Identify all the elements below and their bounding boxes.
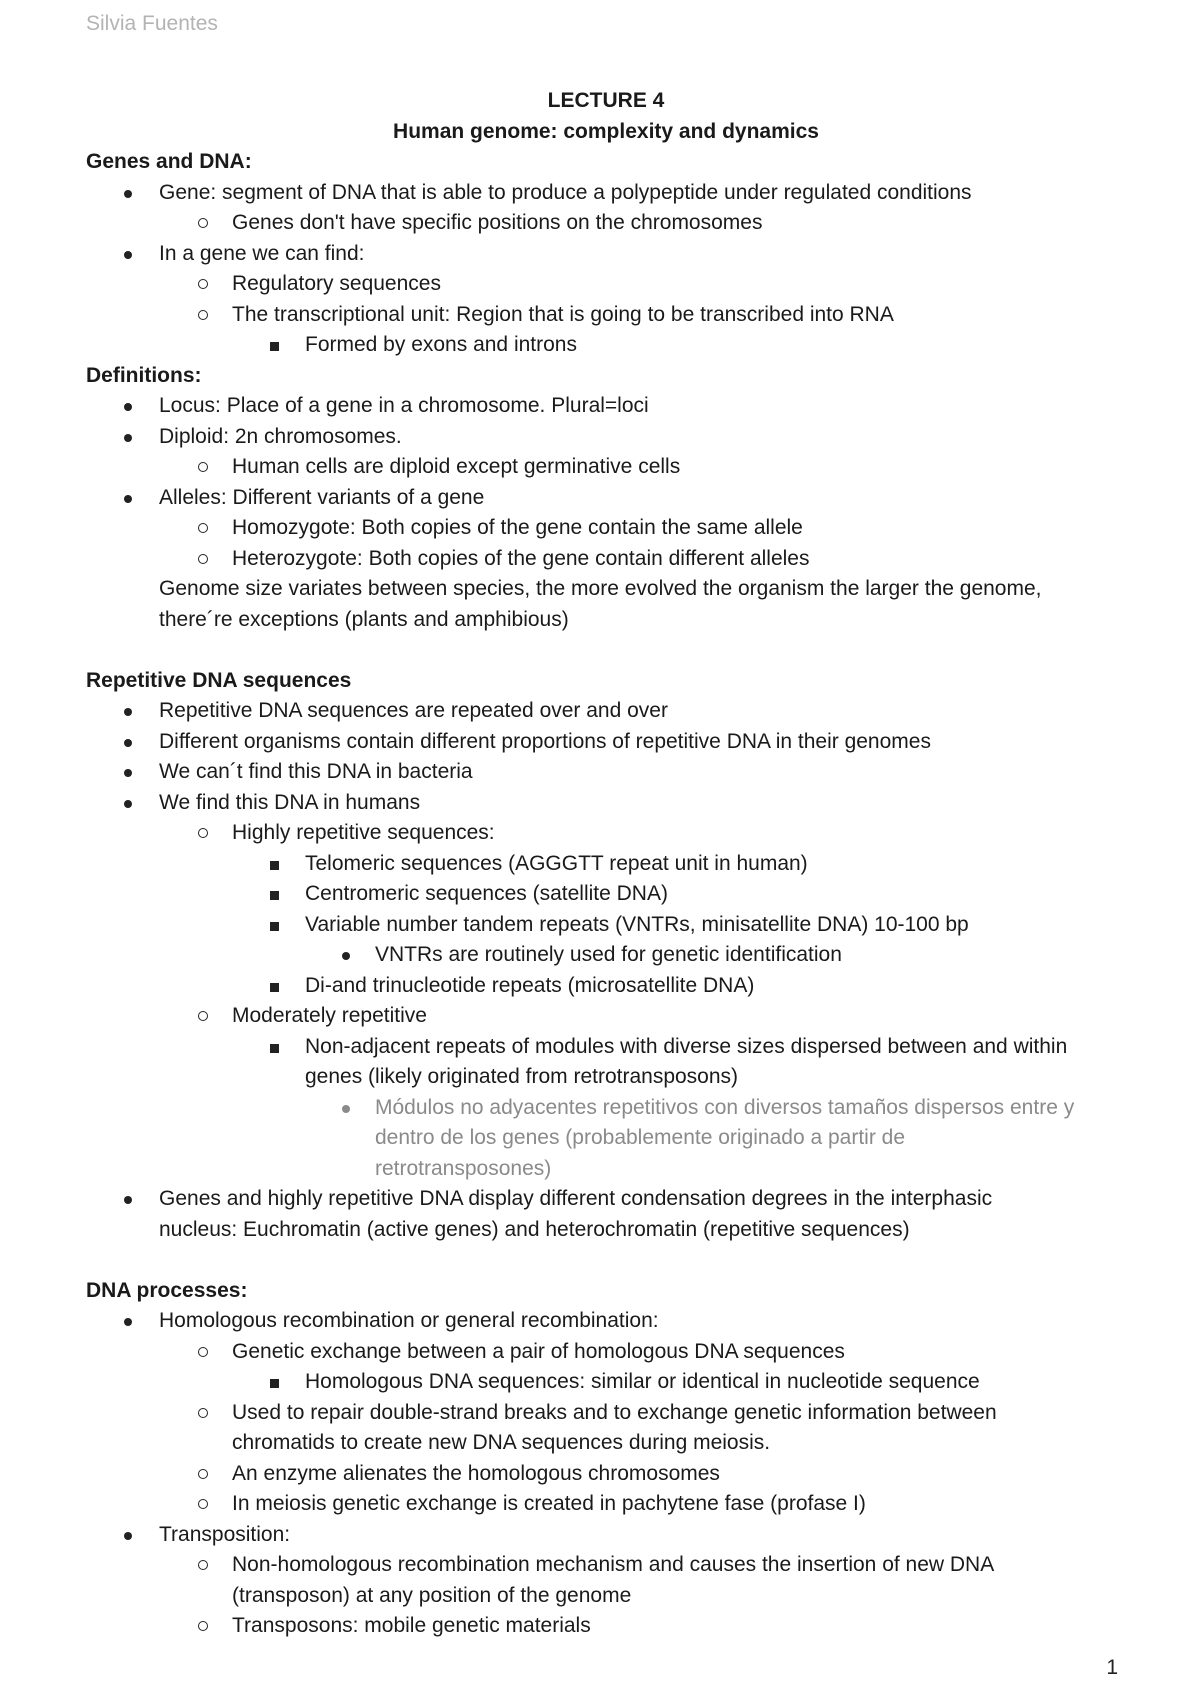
list-item: Variable number tandem repeats (VNTRs, minisatellite DNA) 10-100 bp: [86, 910, 1126, 941]
lecture-title: LECTURE 4: [547, 89, 665, 112]
list-item: Moderately repetitive: [86, 1001, 1126, 1032]
list-item: Genes don't have specific positions on the chromosomes: [86, 208, 1126, 239]
document-body: [86, 86, 1126, 1642]
list-item: Telomeric sequences (AGGGTT repeat unit in human): [86, 849, 1126, 880]
list-item: The transcriptional unit: Region that is going to be transcribed into RNA: [86, 300, 1126, 331]
section-heading-genes-dna: Genes and DNA:: [86, 150, 252, 173]
list-item-continuation: genes (likely originated from retrotransposons): [305, 1065, 739, 1088]
list-item: In a gene we can find:: [86, 239, 1126, 270]
list-item: Human cells are diploid except germinative cells: [86, 452, 1126, 483]
list-item: Repetitive DNA sequences are repeated over and over: [86, 696, 1126, 727]
list-item: Non-homologous recombination mechanism and causes the insertion of new DNA: [86, 1550, 1126, 1581]
list-item: Different organisms contain different proportions of repetitive DNA in their genomes: [86, 727, 1126, 758]
list-item: We find this DNA in humans: [86, 788, 1126, 819]
page-number: 1: [1106, 1656, 1118, 1679]
list-item: Homologous DNA sequences: similar or identical in nucleotide sequence: [86, 1367, 1126, 1398]
list-item-continuation: (transposon) at any position of the genome: [232, 1583, 632, 1607]
list-item: Homozygote: Both copies of the gene contain the same allele: [86, 513, 1126, 544]
list-item: Genetic exchange between a pair of homologous DNA sequences: [86, 1337, 1126, 1368]
list-item: VNTRs are routinely used for genetic identification: [86, 940, 1126, 971]
list-item-continuation: chromatids to create new DNA sequences during meiosis.: [232, 1431, 771, 1454]
paragraph-line: there´re exceptions (plants and amphibious): [159, 607, 569, 631]
list-item-translation: Módulos no adyacentes repetitivos con diversos tamaños dispersos entre y: [86, 1093, 1126, 1124]
list-item: Used to repair double-strand breaks and to exchange genetic information between: [86, 1398, 1126, 1429]
list-item: Di-and trinucleotide repeats (microsatellite DNA): [86, 971, 1126, 1002]
list-item-continuation: dentro de los genes (probablemente originado a partir de: [375, 1126, 906, 1149]
section-heading-definitions: Definitions:: [86, 363, 202, 387]
lecture-subtitle: Human genome: complexity and dynamics: [393, 119, 819, 143]
list-item: Centromeric sequences (satellite DNA): [86, 879, 1126, 910]
author-name: Silvia Fuentes: [86, 12, 218, 35]
list-item: An enzyme alienates the homologous chromosomes: [86, 1459, 1126, 1490]
list-item: Locus: Place of a gene in a chromosome. Plural=loci: [86, 391, 1126, 422]
list-item: Transposition:: [86, 1520, 1126, 1551]
list-item: Non-adjacent repeats of modules with diverse sizes dispersed between and within: [86, 1032, 1126, 1063]
list-item-continuation: retrotransposones): [375, 1156, 552, 1180]
list-item: Heterozygote: Both copies of the gene contain different alleles: [86, 544, 1126, 575]
list-item: In meiosis genetic exchange is created in pachytene fase (profase I): [86, 1489, 1126, 1520]
list-item: Transposons: mobile genetic materials: [86, 1611, 1126, 1642]
list-item: Highly repetitive sequences:: [86, 818, 1126, 849]
list-item: Diploid: 2n chromosomes.: [86, 422, 1126, 453]
list-item: Formed by exons and introns: [86, 330, 1126, 361]
list-item: Regulatory sequences: [86, 269, 1126, 300]
list-item: We can´t find this DNA in bacteria: [86, 757, 1126, 788]
list-item: Homologous recombination or general recombination:: [86, 1306, 1126, 1337]
list-item: Genes and highly repetitive DNA display different condensation degrees in the interphasic: [86, 1184, 1126, 1215]
list-item-continuation: nucleus: Euchromatin (active genes) and heterochromatin (repetitive sequences): [159, 1217, 910, 1241]
list-item: Gene: segment of DNA that is able to produce a polypeptide under regulated conditions: [86, 178, 1126, 209]
paragraph-line: Genome size variates between species, the more evolved the organism the larger the genome,: [159, 577, 1042, 600]
section-heading-repetitive-dna: Repetitive DNA sequences: [86, 668, 352, 692]
section-heading-dna-processes: DNA processes:: [86, 1278, 248, 1302]
list-item: Alleles: Different variants of a gene: [86, 483, 1126, 514]
